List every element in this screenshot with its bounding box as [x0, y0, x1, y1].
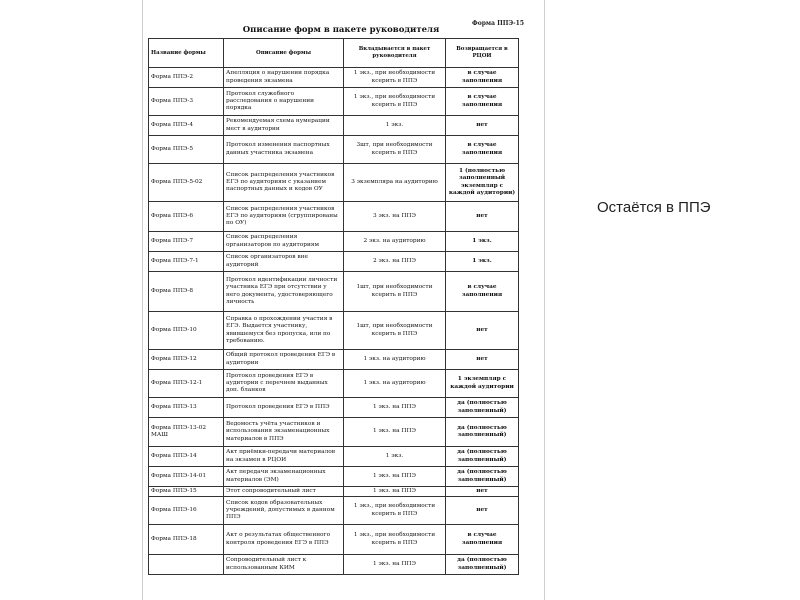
cell-form-description: Рекомендуемая схема нумерации мест в аудитории — [224, 116, 344, 136]
cell-form-description: Список распределения организаторов по аудиториям — [224, 232, 344, 252]
cell-form-description: Список распределения участников ЕГЭ по аудиториям с указанием паспортных данных и кодов ОУ — [224, 164, 344, 202]
table-row — [149, 418, 519, 447]
table-row — [149, 272, 519, 312]
cell-form-description: Сопроводительный лист к использованным КИМ — [224, 555, 344, 575]
cell-returned: да (полностью заполненный) — [446, 555, 519, 575]
table-row — [149, 487, 519, 497]
table-row — [149, 497, 519, 525]
cell-form-description: Этот сопроводительный лист — [224, 487, 344, 497]
cell-form-description: Протокол служебного расследования о нарушении порядка — [224, 88, 344, 116]
form-number: Форма ППЭ-15 — [472, 20, 525, 27]
cell-package: 1 экз. — [344, 447, 446, 467]
cell-form-name: Форма ППЭ-7 — [149, 232, 224, 252]
cell-returned: 1 экз. — [446, 252, 519, 272]
table-header-row — [149, 39, 519, 68]
document-title: Описание форм в пакете руководителя — [242, 25, 440, 35]
cell-package: 3шт, при необходимости ксерить в ППЭ — [344, 136, 446, 164]
column-header-package: Вкладывается в пакет руководителя — [344, 39, 446, 68]
table-row — [149, 116, 519, 136]
cell-form-description: Акт передачи экзаменационных материалов (ЭМ) — [224, 467, 344, 487]
cell-package: 2 экз. на ППЭ — [344, 252, 446, 272]
cell-returned: нет — [446, 497, 519, 525]
cell-returned: в случае заполнения — [446, 68, 519, 88]
cell-returned: в случае заполнения — [446, 88, 519, 116]
table-row — [149, 202, 519, 232]
cell-package: 2 экз. на аудиторию — [344, 232, 446, 252]
cell-returned: да (полностью заполненный) — [446, 447, 519, 467]
cell-form-name: Форма ППЭ-6 — [149, 202, 224, 232]
cell-form-description: Протокол проведения ЕГЭ в аудитории с перечнем выданных доп. бланков — [224, 370, 344, 398]
table-row — [149, 232, 519, 252]
cell-form-description: Список кодов образовательных учреждений, допустимых в данном ППЭ — [224, 497, 344, 525]
cell-form-name: Форма ППЭ-16 — [149, 497, 224, 525]
cell-form-name: Форма ППЭ-10 — [149, 312, 224, 350]
cell-package: 1 экз., при необходимости ксерить в ППЭ — [344, 68, 446, 88]
cell-returned: да (полностью заполненный) — [446, 418, 519, 447]
cell-returned: да (полностью заполненный) — [446, 398, 519, 418]
cell-returned: нет — [446, 312, 519, 350]
side-note: Остаётся в ППЭ — [597, 199, 711, 216]
cell-form-description: Протокол проведения ЕГЭ в ППЭ — [224, 398, 344, 418]
cell-form-description: Протокол изменения паспортных данных участника экзамена — [224, 136, 344, 164]
cell-form-name: Форма ППЭ-8 — [149, 272, 224, 312]
table-row — [149, 68, 519, 88]
table-row — [149, 398, 519, 418]
cell-form-name: Форма ППЭ-13-02 МАШ — [149, 418, 224, 447]
cell-package: 1 экз., при необходимости ксерить в ППЭ — [344, 525, 446, 555]
table-row — [149, 88, 519, 116]
column-header-returned: Возвращается в РЦОИ — [446, 39, 519, 68]
cell-package: 1 экз. на аудиторию — [344, 370, 446, 398]
table-row — [149, 447, 519, 467]
cell-form-description: Общий протокол проведения ЕГЭ в аудитории — [224, 350, 344, 370]
table-row — [149, 467, 519, 487]
cell-form-name — [149, 555, 224, 575]
cell-package: 1шт, при необходимости ксерить в ППЭ — [344, 312, 446, 350]
cell-returned: нет — [446, 487, 519, 497]
table-row — [149, 252, 519, 272]
cell-form-name: Форма ППЭ-12-1 — [149, 370, 224, 398]
table-row — [149, 312, 519, 350]
cell-form-description: Акт приёмки-передачи материалов на экзамен в РЦОИ — [224, 447, 344, 467]
cell-form-name: Форма ППЭ-18 — [149, 525, 224, 555]
cell-form-name: Форма ППЭ-2 — [149, 68, 224, 88]
cell-form-name: Форма ППЭ-4 — [149, 116, 224, 136]
cell-form-description: Список организаторов вне аудиторий — [224, 252, 344, 272]
cell-package: 3 экз. на ППЭ — [344, 202, 446, 232]
cell-form-description: Акт о результатах общественного контроля проведения ЕГЭ в ППЭ — [224, 525, 344, 555]
cell-package: 1 экз. на ППЭ — [344, 418, 446, 447]
cell-form-name: Форма ППЭ-13 — [149, 398, 224, 418]
table-row — [149, 555, 519, 575]
cell-returned: 1 экз. — [446, 232, 519, 252]
table-row — [149, 350, 519, 370]
cell-form-name: Форма ППЭ-5-02 — [149, 164, 224, 202]
cell-package: 3 экземпляра на аудиторию — [344, 164, 446, 202]
cell-form-description: Ведомость учёта участников и использования экзаменационных материалов в ППЭ — [224, 418, 344, 447]
cell-form-description: Справка о прохождении участия в ЕГЭ. Выдается участнику, явившемуся без пропуска, или по требованию. — [224, 312, 344, 350]
cell-package: 1 экз., при необходимости ксерить в ППЭ — [344, 88, 446, 116]
table-row — [149, 525, 519, 555]
cell-returned: да (полностью заполненный) — [446, 467, 519, 487]
column-header-description: Описание формы — [224, 39, 344, 68]
table-row — [149, 164, 519, 202]
cell-form-description: Список распределения участников ЕГЭ по аудиториям (сгруппированы по ОУ) — [224, 202, 344, 232]
cell-returned: 1 экземпляр с каждой аудитории — [446, 370, 519, 398]
cell-form-name: Форма ППЭ-12 — [149, 350, 224, 370]
cell-package: 1 экз. на ППЭ — [344, 487, 446, 497]
cell-package: 1 экз. на аудиторию — [344, 350, 446, 370]
cell-returned: нет — [446, 350, 519, 370]
cell-returned: 1 (полностью заполненный экземпляр с каждой аудитории) — [446, 164, 519, 202]
cell-package: 1 экз. на ППЭ — [344, 398, 446, 418]
cell-form-name: Форма ППЭ-14-01 — [149, 467, 224, 487]
cell-package: 1 экз. — [344, 116, 446, 136]
cell-form-description: Протокол идентификации личности участника ЕГЭ при отсутствии у него документа, удостоверяющего личность — [224, 272, 344, 312]
cell-returned: нет — [446, 202, 519, 232]
cell-package: 1 экз. на ППЭ — [344, 555, 446, 575]
column-header-name: Название формы — [149, 39, 224, 68]
forms-table — [148, 38, 519, 575]
cell-package: 1 экз., при необходимости ксерить в ППЭ — [344, 497, 446, 525]
cell-returned: нет — [446, 116, 519, 136]
table-row — [149, 136, 519, 164]
cell-returned: в случае заполнения — [446, 136, 519, 164]
cell-returned: в случае заполнения — [446, 525, 519, 555]
cell-form-name: Форма ППЭ-7-1 — [149, 252, 224, 272]
cell-package: 1шт, при необходимости ксерить в ППЭ — [344, 272, 446, 312]
cell-package: 1 экз. на ППЭ — [344, 467, 446, 487]
cell-form-description: Апелляция о нарушении порядка проведения экзамена — [224, 68, 344, 88]
cell-returned: в случае заполнения — [446, 272, 519, 312]
cell-form-name: Форма ППЭ-15 — [149, 487, 224, 497]
table-row — [149, 370, 519, 398]
cell-form-name: Форма ППЭ-3 — [149, 88, 224, 116]
cell-form-name: Форма ППЭ-5 — [149, 136, 224, 164]
cell-form-name: Форма ППЭ-14 — [149, 447, 224, 467]
